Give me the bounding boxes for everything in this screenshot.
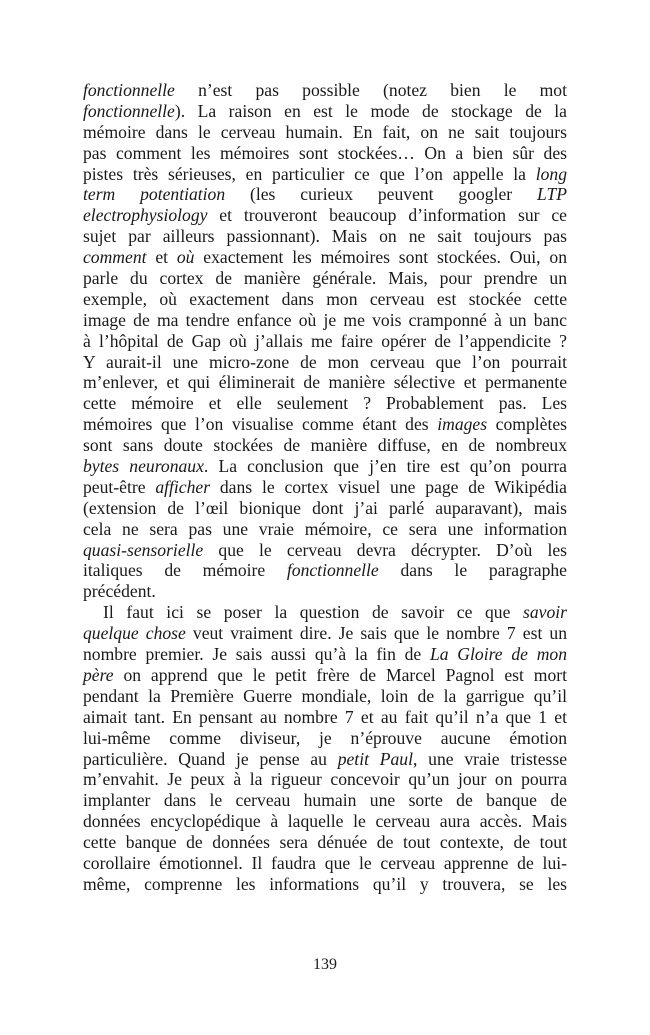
italic-text: où bbox=[176, 247, 195, 268]
italic-text: fonctionnelle bbox=[83, 80, 175, 100]
text-run: cette banque de données sera dénuée de tout contexte, de tout bbox=[83, 832, 567, 853]
text-line bbox=[83, 80, 567, 101]
text-line bbox=[83, 352, 567, 373]
italic-text: petit Paul bbox=[337, 748, 413, 769]
text-line bbox=[83, 644, 567, 665]
text-run: corollaire émotionnel. Il faudra que le cerveau apprenne de lui- bbox=[83, 852, 567, 873]
text-run: . La conclusion que j’en tire est qu’on pourra bbox=[203, 456, 567, 477]
text-run: particulière. Quand je pense au bbox=[83, 748, 338, 769]
text-run: cette mémoire et elle seulement ? Probablement pas. Les bbox=[83, 393, 567, 414]
text-line bbox=[83, 665, 567, 686]
text-run: complètes bbox=[487, 414, 567, 435]
text-run: ). La raison en est le mode de stockage de la bbox=[174, 100, 567, 121]
text-line bbox=[83, 205, 567, 226]
text-run: aimait tant. En pensant au nombre 7 et au fait qu’il n’a que 1 et bbox=[83, 706, 567, 727]
italic-text: quelque chose bbox=[83, 623, 186, 644]
text-run: mémoire dans le cerveau humain. En fait, on ne sait toujours bbox=[83, 121, 567, 142]
italic-text: electrophysiology bbox=[83, 205, 208, 226]
text-run: exemple, où exactement dans mon cerveau est stockée cette bbox=[83, 288, 567, 309]
text-line bbox=[83, 540, 567, 561]
italic-text: quasi-sensorielle bbox=[83, 539, 204, 560]
text-run: m’envahit. Je peux à la rigueur concevoir qu’un jour on pourra bbox=[83, 769, 567, 790]
text-line bbox=[83, 581, 567, 602]
text-line bbox=[83, 226, 567, 247]
italic-text: savoir bbox=[523, 602, 567, 623]
text-line bbox=[83, 289, 567, 310]
text-run: on apprend que le petit frère de Marcel Pagnol est mort bbox=[113, 664, 567, 685]
text-run: Il faut ici se poser la question de savoir ce que bbox=[103, 602, 524, 623]
italic-text: fonctionnelle bbox=[83, 100, 175, 121]
italic-text: fonctionnelle bbox=[286, 560, 379, 581]
paragraph bbox=[83, 602, 567, 894]
italic-text: bytes neuronaux bbox=[83, 456, 204, 477]
text-line bbox=[83, 435, 567, 456]
text-line bbox=[83, 498, 567, 519]
text-run: exactement les mémoires sont stockées. Oui, on bbox=[194, 247, 567, 268]
italic-text: La Gloire de mon bbox=[429, 644, 567, 665]
text-run: veut vraiment dire. Je sais que le nombre 7 est un bbox=[185, 623, 567, 644]
text-line bbox=[83, 832, 567, 853]
text-line bbox=[83, 790, 567, 811]
text-run: sujet par ailleurs passionnant). Mais on ne sait toujours pas bbox=[83, 226, 567, 247]
text-line bbox=[83, 686, 567, 707]
text-run: cela ne sera pas une vraie mémoire, ce sera une information bbox=[83, 518, 567, 539]
text-run: n’est pas possible (notez bien le mot bbox=[174, 80, 567, 100]
text-run: italiques de mémoire bbox=[83, 560, 287, 581]
text-run: (les curieux peuvent googler bbox=[225, 184, 538, 205]
text-run: pistes très sérieuses, en particulier ce que l’on appelle la bbox=[83, 163, 536, 184]
text-run: implanter dans le cerveau humain une sorte de banque de bbox=[83, 790, 567, 811]
text-line bbox=[83, 853, 567, 874]
text-line bbox=[83, 393, 567, 414]
text-line bbox=[83, 164, 567, 185]
text-run: peut-être bbox=[83, 476, 156, 497]
italic-text: comment bbox=[83, 247, 147, 268]
text-line bbox=[83, 414, 567, 435]
text-run: dans le paragraphe bbox=[378, 560, 567, 581]
text-line bbox=[83, 268, 567, 289]
text-run: lui-même comme diviseur, je n’éprouve aucune émotion bbox=[83, 727, 567, 748]
text-run: image de ma tendre enfance où je me vois cramponné à un banc bbox=[83, 309, 567, 330]
text-run: et bbox=[146, 247, 177, 268]
text-run: mémoires que l’on visualise comme étant des bbox=[83, 414, 438, 435]
text-line bbox=[83, 310, 567, 331]
text-line bbox=[83, 143, 567, 164]
text-line bbox=[83, 811, 567, 832]
italic-text: LTP bbox=[537, 184, 567, 205]
text-line bbox=[83, 101, 567, 122]
text-line bbox=[83, 184, 567, 205]
italic-text: père bbox=[83, 664, 114, 685]
text-run: sont sans doute stockées de manière diffuse, en de nombreux bbox=[83, 435, 567, 456]
italic-text: long bbox=[535, 163, 567, 184]
text-run: même, comprenne les informations qu’il y trouvera, se les bbox=[83, 873, 567, 894]
text-line bbox=[83, 122, 567, 143]
text-line bbox=[83, 602, 567, 623]
text-line bbox=[83, 247, 567, 268]
text-line bbox=[83, 874, 567, 895]
text-line bbox=[83, 560, 567, 581]
page-number: 139 bbox=[313, 956, 337, 973]
body-text bbox=[83, 80, 567, 895]
text-run: à l’hôpital de Gap où j’allais me faire opérer de l’appendicite ? bbox=[83, 330, 567, 351]
text-line bbox=[83, 477, 567, 498]
text-run: précédent. bbox=[83, 581, 156, 602]
text-line bbox=[83, 769, 567, 790]
text-run: nombre premier. Je sais aussi qu’à la fin de bbox=[83, 644, 430, 665]
text-line bbox=[83, 749, 567, 770]
text-line bbox=[83, 331, 567, 352]
text-run: que le cerveau devra décrypter. D’où les bbox=[203, 539, 567, 560]
text-line bbox=[83, 707, 567, 728]
text-line bbox=[83, 372, 567, 393]
text-run: m’enlever, et qui éliminerait de manière sélective et permanente bbox=[83, 372, 567, 393]
text-line bbox=[83, 456, 567, 477]
text-line bbox=[83, 728, 567, 749]
text-run: et trouveront beaucoup d’information sur ce bbox=[207, 205, 567, 226]
paragraph bbox=[83, 80, 567, 602]
text-run: (extension de l’œil bionique dont j’ai parlé auparavant), mais bbox=[83, 497, 567, 518]
text-run: pendant la Première Guerre mondiale, loin de la garrigue qu’il bbox=[83, 685, 567, 706]
text-run: données encyclopédique à laquelle le cerveau aura accès. Mais bbox=[83, 811, 567, 832]
text-line bbox=[83, 519, 567, 540]
text-run: pas comment les mémoires sont stockées… On a bien sûr des bbox=[83, 142, 567, 163]
text-run: , une vraie tristesse bbox=[413, 748, 568, 769]
text-run: parle du cortex de manière générale. Mais, pour prendre un bbox=[83, 268, 567, 289]
text-run: dans le cortex visuel une page de Wikipédia bbox=[210, 476, 567, 497]
text-line bbox=[83, 623, 567, 644]
italic-text: afficher bbox=[155, 476, 211, 497]
italic-text: term potentiation bbox=[83, 184, 226, 205]
italic-text: images bbox=[437, 414, 488, 435]
text-run: Y aurait-il une micro-zone de mon cerveau que l’on pourrait bbox=[83, 351, 567, 372]
